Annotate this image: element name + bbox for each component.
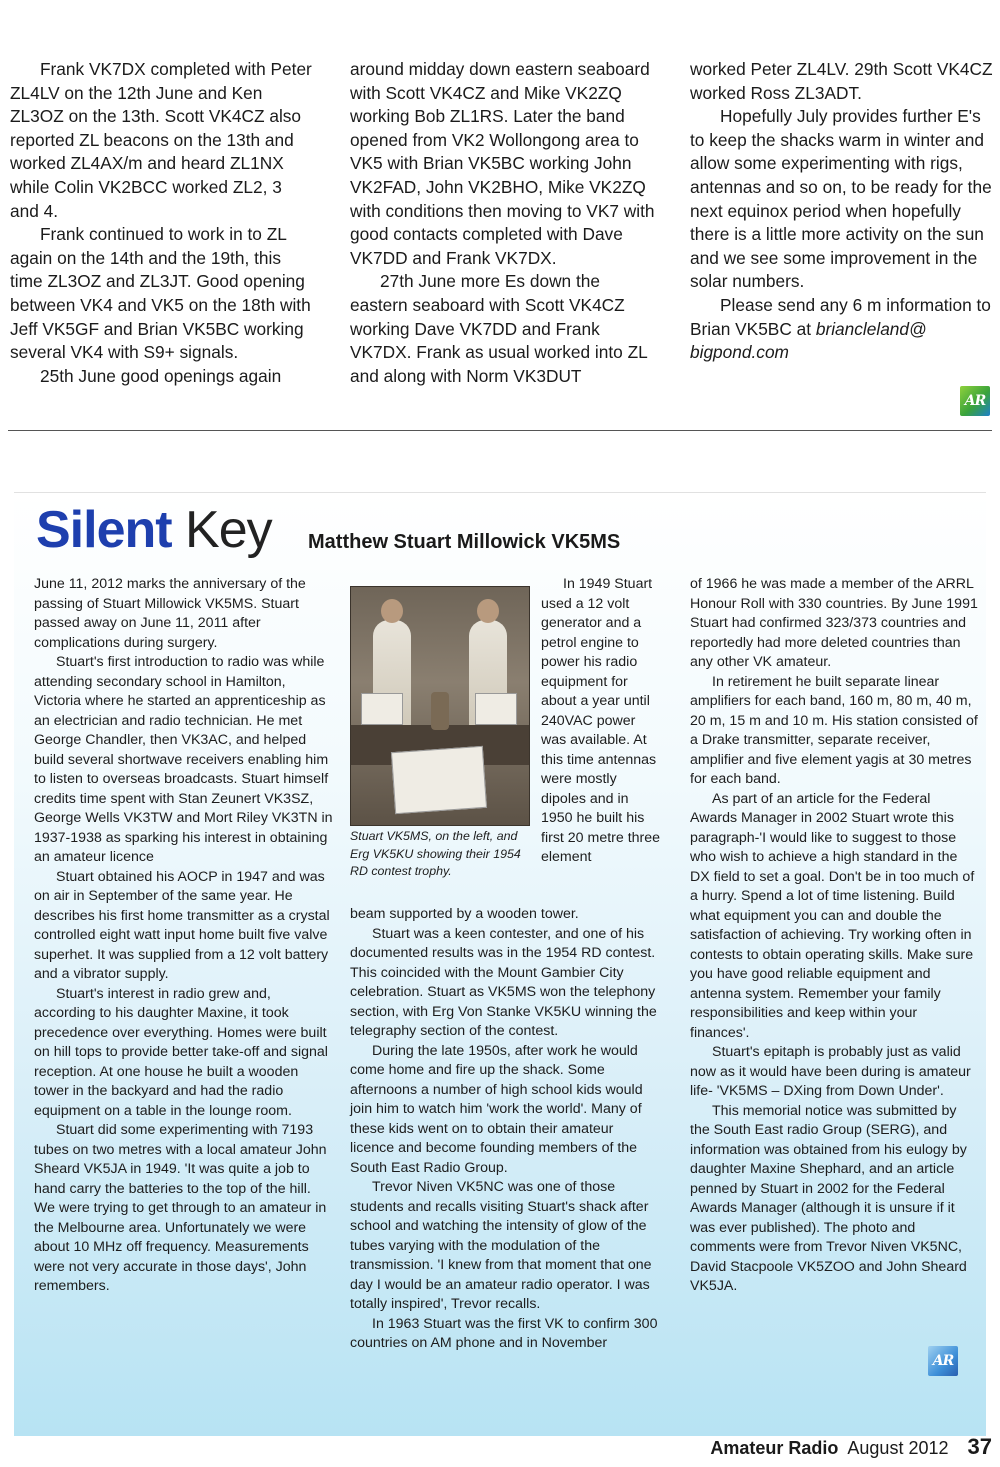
top-col3-para bbox=[690, 294, 995, 365]
photo-caption: Stuart VK5MS, on the left, and Erg VK5KU showing their 1954 RD contest trophy. bbox=[350, 829, 521, 878]
ar-logo-icon: AR bbox=[928, 1346, 958, 1376]
photo-trophy bbox=[431, 692, 449, 730]
photo-figure-head bbox=[477, 599, 499, 623]
sk-col2-para: beam supported by a wooden tower. bbox=[350, 906, 579, 922]
issue-date: August 2012 bbox=[847, 1438, 949, 1458]
section-title-word1: Silent bbox=[36, 501, 172, 559]
sk-col1-para: Stuart did some experimenting with 7193 tubes on two metres with a local amateur John Sheard VK5JA in 1949. 'It was quite a job to hand carry the batteries to the top of the hill. We were trying to get through to an amateur in the Melbourne area. Unfortunately we were about 10 MHz off frequency. Measurements were not very accurate in those days', John remembers. bbox=[34, 1122, 327, 1294]
top-col1-para: 25th June good openings again bbox=[40, 365, 282, 386]
top-column-1 bbox=[10, 58, 315, 388]
page-footer bbox=[710, 1434, 992, 1460]
top-col3-last-text: Please send any 6 m information to Brian VK5BC at bbox=[690, 294, 991, 339]
section-divider bbox=[8, 430, 992, 431]
silent-key-column-2-beside-photo bbox=[541, 575, 661, 868]
section-title bbox=[36, 500, 272, 560]
magazine-name: Amateur Radio bbox=[710, 1438, 839, 1458]
sk-col2-para: Stuart was a keen contester, and one of his documented results was in the 1954 RD contest. This coincided with the Mount Gambier City celebration. Stuart as VK5MS won the telephony section, with Erg Von Stanke VK5KU winning the telegraphy section of the contest. bbox=[350, 925, 657, 1039]
photo-sign bbox=[391, 746, 487, 814]
sk-col1-para: Stuart obtained his AOCP in 1947 and was on air in September of the same year. He describes his first home transmitter as a crystal controlled eight watt input home built five valve superhet. It was supplied from a 12 volt battery and a vibrator supply. bbox=[34, 868, 330, 982]
memorial-photo bbox=[350, 586, 530, 826]
silent-key-column-1 bbox=[34, 575, 334, 1297]
sk-col3-para: Stuart's epitaph is probably just as valid now as it would have been during is amateur life- 'VK5MS – DXing from Down Under'. bbox=[690, 1044, 971, 1099]
sk-col2-para: In 1963 Stuart was the first VK to confirm 300 countries on AM phone and in November bbox=[350, 1315, 658, 1351]
email-address: briancleland@ bigpond.com bbox=[690, 318, 927, 363]
photo-certificate bbox=[361, 693, 403, 725]
top-col1-para: Frank continued to work in to ZL again on the 14th and the 19th, this time ZL3OZ and ZL3JT. Good opening between VK4 and VK5 on the 18th with Jeff VK5GF and Brian VK5BC working several VK4 with S9+ signals. bbox=[10, 224, 311, 363]
sk-col2-para: Trevor Niven VK5NC was one of those students and recalls visiting Stuart's shack after school and watching the intensity of glow of the tubes varying with the modulation of the transmission. 'I knew from that moment that one day I would be an amateur radio operator. I was totally inspired', Trevor recalls. bbox=[350, 1179, 652, 1312]
sk-col2-para: In 1949 Stuart used a 12 volt generator and a petrol engine to power his radio equipment for about a year until 240VAC power was available. At this time antennas were mostly dipoles and in 1950 he built his first 20 metre three element bbox=[541, 576, 661, 865]
article-subtitle: Matthew Stuart Millowick VK5MS bbox=[308, 531, 621, 553]
sk-col2-para: During the late 1950s, after work he would come home and fire up the shack. Some afternoons a number of high school kids would join him to watch him 'work the world'. Many of these kids went on to obtain their amateur licence and become founding members of the South East Radio Group. bbox=[350, 1042, 643, 1176]
sk-col3-para: of 1966 he was made a member of the ARRL Honour Roll with 330 countries. By June 1991 Stuart had confirmed 323/373 countries and reportedly had more deleted countries than any other VK amateur. bbox=[690, 576, 978, 670]
sk-col1-para: Stuart's first introduction to radio was while attending secondary school in Hamilton, Victoria where he started an apprenticeship as an electrician and radio technician. He met George Chandler, then VK3AC, and helped build several shortwave receivers enabling him to listen to overseas broadcasts. Stuart himself credits time spent with Stan Zeunert VK3SZ, George Wells VK3TW and Mort Riley VK3TN in 1937-1938 as sparking his interest in obtaining an amateur licence bbox=[34, 654, 333, 865]
top-col1-para: Frank VK7DX completed with Peter ZL4LV on the 12th June and Ken ZL3OZ on the 13th. Scott VK4CZ also reported ZL beacons on the 13th and worked ZL4AX/m and heard ZL1NX while Colin VK2BCC worked ZL2, 3 and 4. bbox=[10, 59, 312, 221]
silent-key-column-3 bbox=[690, 575, 980, 1297]
ar-logo-icon: AR bbox=[960, 386, 990, 416]
page-number: 37 bbox=[967, 1434, 992, 1459]
sk-col1-para: June 11, 2012 marks the anniversary of the passing of Stuart Millowick VK5MS. Stuart passed away on June 11, 2011 after complications during surgery. bbox=[34, 576, 306, 651]
top-col3-para: worked Peter ZL4LV. 29th Scott VK4CZ worked Ross ZL3ADT. bbox=[690, 59, 993, 103]
top-col2-para: 27th June more Es down the eastern seaboard with Scott VK4CZ working Dave VK7DD and Frank VK7DX. Frank as usual worked into ZL and along with Norm VK3DUT bbox=[350, 271, 648, 386]
top-col3-para: Hopefully July provides further E's to keep the shacks warm in winter and allow some experimenting with rigs, antennas and so on, to be ready for the next equinox period when hopefully there is a little more activity on the sun and we see some improvement in the solar numbers. bbox=[690, 106, 992, 292]
top-column-2 bbox=[350, 58, 655, 388]
top-column-3 bbox=[690, 58, 995, 365]
top-col2-para: around midday down eastern seaboard with Scott VK4CZ and Mike VK2ZQ working Bob ZL1RS. Later the band opened from VK2 Wollongong area to VK5 with Brian VK5BC working John VK2FAD, John VK2BHO, Mike VK2ZQ with conditions then moving to VK7 with good contacts completed with Dave VK7DD and Frank VK7DX. bbox=[350, 59, 655, 268]
sk-col1-para: Stuart's interest in radio grew and, according to his daughter Maxine, it took precedence over everything. Homes were built on hill tops to provide better take-off and signal reception. At one house he built a wooden tower in the backyard and had the radio equipment on a table in the lounge room. bbox=[34, 985, 328, 1119]
sk-col3-para: In retirement he built separate linear amplifiers for each band, 160 m, 80 m, 40 m, 20 m, 15 m and 10 m. His station consisted of a Drake transmitter, separate receiver, amplifier and five element yagis at 30 metres for each band. bbox=[690, 673, 978, 787]
top-article bbox=[10, 58, 995, 430]
sk-col3-para: This memorial notice was submitted by the South East radio Group (SERG), and information was obtained from his eulogy by daughter Maxine Shephard, and an article penned by Stuart in 2002 for the Federal Awards Manager (although it is unsure if it was ever published). The photo and comments were from Trevor Niven VK5NC, David Stacpoole VK5ZOO and John Sheard VK5JA. bbox=[690, 1102, 967, 1294]
sk-col3-para: As part of an article for the Federal Awards Manager in 2002 Stuart wrote this paragraph-'I would like to suggest to those who wish to achieve a high standard in the DX field to set a goal. Don't be in too much of a hurry. Spend a lot of time listening. Build what equipment you can and double the satisfaction of achieving. Try working often in contests to obtain operating skills. Make sure you have good reliable equipment and antenna system. Remember your family responsibilities and keep within your finances'. bbox=[690, 790, 975, 1041]
section-title-word2: Key bbox=[185, 501, 272, 559]
photo-figure-head bbox=[381, 599, 403, 623]
photo-certificate bbox=[475, 693, 517, 725]
silent-key-column-2 bbox=[350, 905, 660, 1354]
